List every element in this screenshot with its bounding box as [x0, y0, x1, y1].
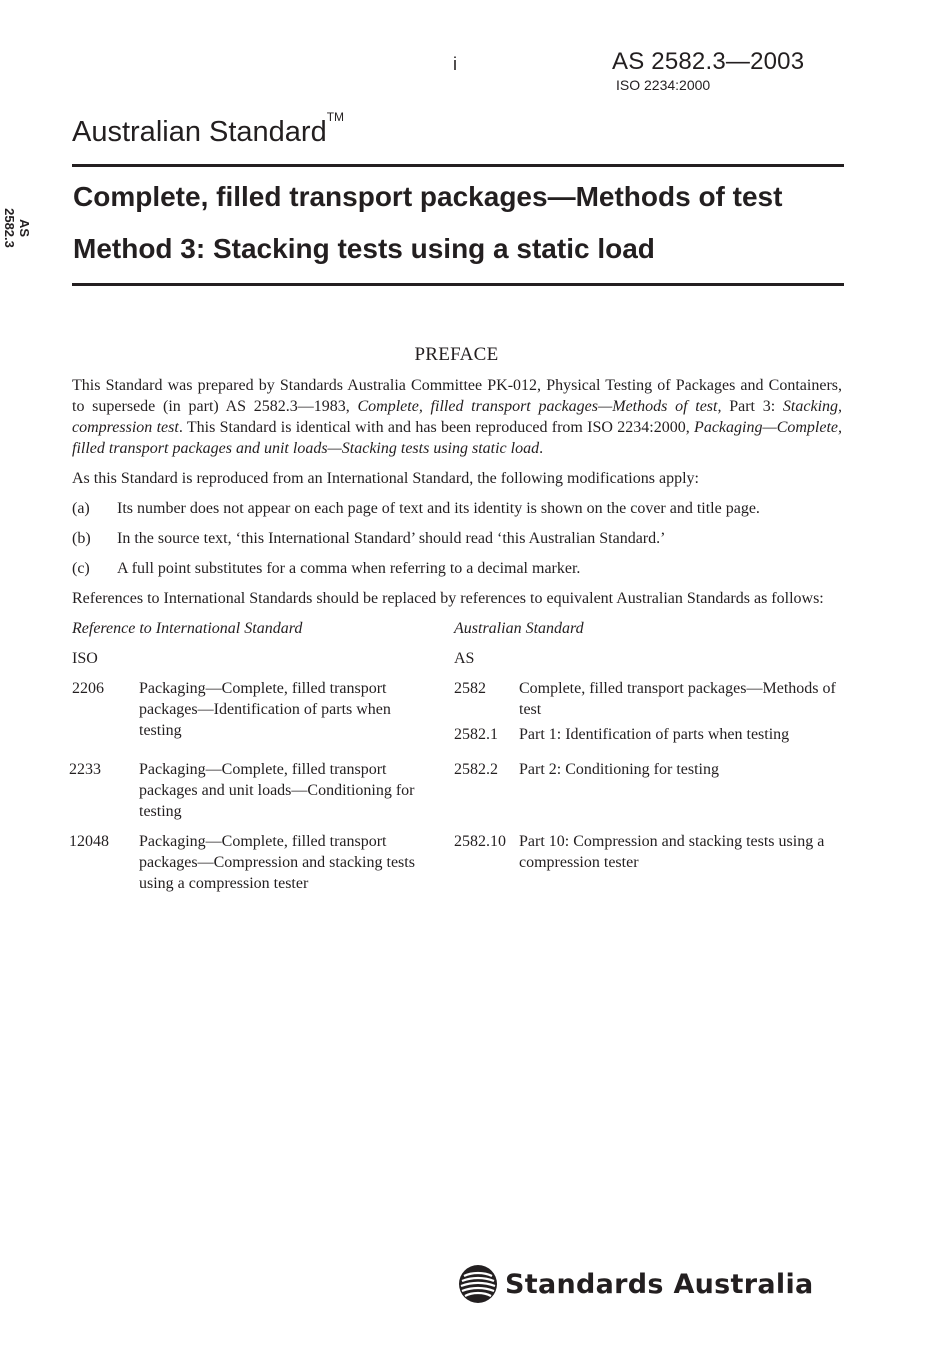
- iso-number-cell: 2233: [69, 761, 101, 778]
- iso-title-cell: Packaging—Complete, filled transport packages—Identification of parts when testing: [139, 680, 391, 739]
- col-header-international: Reference to International Standard: [72, 620, 303, 637]
- preface-body: [69, 375, 843, 903]
- preface-paragraph-2: As this Standard is reproduced from an International Standard, the following modifications apply:: [72, 470, 699, 487]
- iso-title-cell: Packaging—Complete, filled transport packages—Compression and stacking tests using a compression tester: [139, 833, 415, 892]
- list-item-label: (b): [72, 530, 91, 547]
- list-item: [72, 558, 842, 579]
- list-item-label: (a): [72, 500, 90, 517]
- standards-australia-logo: [458, 1264, 814, 1304]
- iso-number: ISO 2234:2000: [616, 77, 711, 93]
- reference-table: [69, 618, 842, 903]
- reference-table-header: [72, 618, 842, 639]
- as-prefix: AS: [454, 650, 475, 667]
- brand-title: [72, 110, 345, 149]
- standard-number: AS 2582.3—2003: [612, 48, 805, 75]
- as-number-cell: 2582: [454, 680, 486, 697]
- preface-paragraph-3: References to International Standards should be replaced by references to equivalent Australian Standards as follows:: [72, 590, 824, 607]
- preface-heading: PREFACE: [414, 344, 499, 365]
- iso-prefix: ISO: [72, 650, 98, 667]
- table-row: [69, 831, 842, 903]
- col-header-australian: Australian Standard: [454, 620, 584, 637]
- brand-name: Australian Standard: [72, 116, 327, 148]
- logo-wordmark: Standards Australia: [505, 1268, 814, 1300]
- bottom-rule: [72, 283, 844, 286]
- list-item-text: In the source text, ‘this International Standard’ should read ‘this Australian Standard.’: [117, 530, 666, 547]
- iso-title-cell: Packaging—Complete, filled transport packages and unit loads—Conditioning for testing: [139, 761, 415, 820]
- as-title-cell: Part 2: Conditioning for testing: [519, 761, 719, 778]
- as-title-cell: Part 1: Identification of parts when testing: [519, 726, 790, 743]
- spine-label: AS 2582.3: [2, 208, 32, 248]
- as-number-cell: 2582.10: [454, 833, 506, 850]
- preface-paragraph-1: This Standard was prepared by Standards Australia Committee PK-012, Physical Testing of Packages and Containers, to supersede (in part) AS 2582.3—1983, Complete, filled transport packages—Methods of test, Part 3: Stacking, compression test. This Standard is identical with and has been reproduced from ISO 2234:2000, Packaging—Complete, filled transport packages and unit loads—Stacking tests using static load.: [72, 377, 843, 457]
- list-item-label: (c): [72, 560, 90, 577]
- standards-australia-swirl-icon: [458, 1264, 498, 1304]
- trademark-mark: TM: [326, 110, 345, 124]
- list-item-text: A full point substitutes for a comma when referring to a decimal marker.: [117, 560, 581, 577]
- as-title-cell: Part 10: Compression and stacking tests using a compression tester: [519, 833, 825, 871]
- as-number-cell: 2582.2: [454, 761, 498, 778]
- iso-number-cell: 2206: [72, 680, 104, 697]
- reference-table-prefix-row: [72, 648, 842, 669]
- page-number: i: [453, 54, 457, 74]
- table-row: [69, 759, 842, 831]
- top-rule: [72, 164, 844, 167]
- as-number-cell: 2582.1: [454, 726, 498, 743]
- as-title-cell: Complete, filled transport packages—Methods of test: [519, 680, 836, 718]
- iso-number-cell: 12048: [69, 833, 109, 850]
- document-subtitle: Method 3: Stacking tests using a static load: [73, 233, 655, 264]
- document-title: Complete, filled transport packages—Methods of test: [73, 181, 783, 212]
- table-row: [72, 678, 842, 750]
- list-item: [72, 498, 842, 519]
- list-item: [72, 528, 842, 549]
- list-item-text: Its number does not appear on each page of text and its identity is shown on the cover and title page.: [117, 500, 760, 517]
